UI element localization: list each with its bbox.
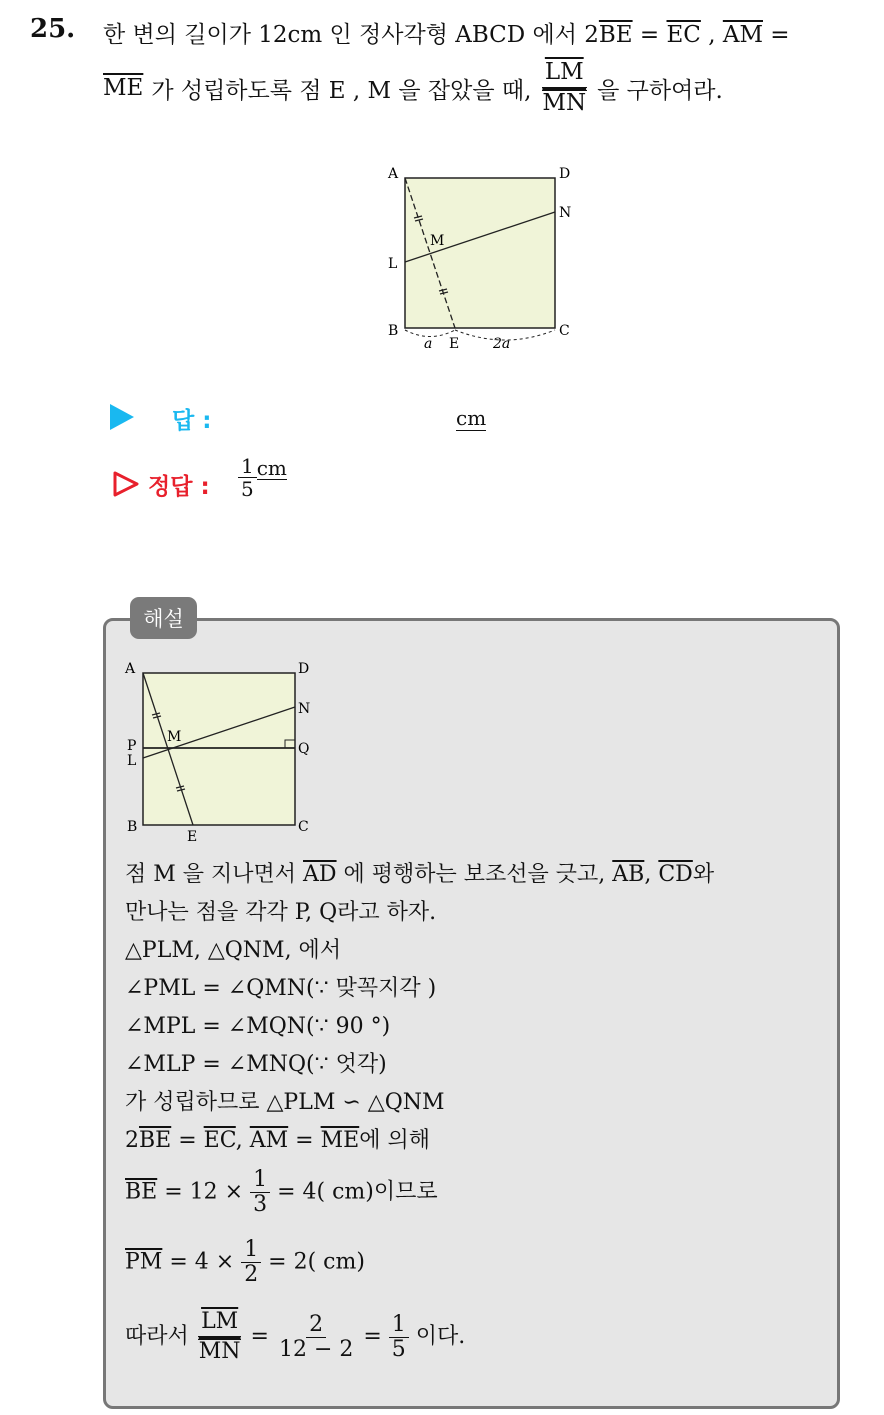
segment-ec-2: $\overline{EC}$ xyxy=(203,1128,236,1153)
correct-answer-label: 정답 : xyxy=(148,474,210,500)
segment-ab: $\overline{AB}$ xyxy=(612,862,645,887)
fraction-one-fifth xyxy=(389,1313,409,1362)
s11-den2: 12 − 2 xyxy=(278,1336,354,1362)
play-icon xyxy=(110,404,134,430)
answer-label: 답 : xyxy=(172,408,212,434)
s10-mid: = 4 × xyxy=(162,1249,242,1275)
s10-end: = 2( cm) xyxy=(261,1249,365,1275)
segment-pm: $\overline{PM}$ xyxy=(125,1249,163,1275)
label-q-2: Q xyxy=(298,741,310,757)
q1-text: 한 변의 길이가 12cm 인 정사각형 ABCD 에서 2 xyxy=(103,22,599,48)
solution-line-4: ∠PML = ∠QMN(∵ 맞꼭지각 ) xyxy=(125,976,437,1001)
q1-sep: , xyxy=(700,22,723,48)
solution-line-9 xyxy=(125,1168,438,1217)
s11-eq1: = xyxy=(243,1324,276,1350)
question-line-1 xyxy=(103,16,790,49)
label-p-2: P xyxy=(127,738,137,754)
s8-end: 에 의해 xyxy=(359,1128,430,1153)
s1-text2: 에 평행하는 보조선을 긋고, xyxy=(336,862,613,887)
label-d-2: D xyxy=(298,661,310,677)
label-a-2: A xyxy=(125,661,136,677)
correct-answer-value xyxy=(238,455,287,500)
solution-line-3: △PLM, △QNM, 에서 xyxy=(125,938,342,963)
s8-eq2: = xyxy=(288,1128,321,1153)
solution-line-1 xyxy=(125,862,714,888)
solution-tab: 해설 xyxy=(130,597,197,639)
s10-num: 1 xyxy=(241,1238,261,1263)
s11-den1: MN xyxy=(198,1339,241,1365)
square-abcd xyxy=(405,178,555,328)
correct-denominator: 5 xyxy=(241,477,254,501)
label-b-2: B xyxy=(127,819,138,835)
square-figure-1 xyxy=(380,158,580,358)
label-c-2: C xyxy=(298,819,309,835)
s11-num3: 1 xyxy=(389,1313,409,1338)
segment-me: $\overline{ME}$ xyxy=(103,75,144,102)
s11-end: 이다. xyxy=(408,1324,466,1350)
segment-me-2: $\overline{ME}$ xyxy=(320,1128,360,1153)
label-m-2: M xyxy=(167,729,182,745)
segment-be-2: $\overline{BE}$ xyxy=(139,1128,172,1153)
label-n: N xyxy=(559,205,572,221)
s11-num2: 2 xyxy=(306,1313,326,1338)
segment-be: $\overline{BE}$ xyxy=(598,22,633,48)
label-2a-length: 2a xyxy=(493,336,511,352)
label-l-2: L xyxy=(127,753,137,769)
s8-two: 2 xyxy=(125,1128,139,1153)
label-m: M xyxy=(430,233,445,249)
correct-numerator: 1 xyxy=(238,455,257,478)
s9-den: 3 xyxy=(253,1192,268,1218)
square-abcd-2 xyxy=(143,673,295,825)
correct-answer-row xyxy=(110,455,530,515)
q2-text: 가 성립하도록 점 E , M 을 잡았을 때, xyxy=(151,77,532,104)
solution-line-5: ∠MPL = ∠MQN(∵ 90 °) xyxy=(125,1014,391,1039)
segment-ec: $\overline{EC}$ xyxy=(666,22,701,48)
label-a: A xyxy=(388,166,399,182)
label-d: D xyxy=(559,166,571,182)
fraction-2-over-10 xyxy=(276,1313,356,1362)
s9-num: 1 xyxy=(250,1168,270,1193)
question-line-2 xyxy=(103,60,723,117)
solution-line-11 xyxy=(125,1310,465,1364)
s8-sep: , xyxy=(235,1128,250,1153)
s8-eq: = xyxy=(171,1128,204,1153)
label-a-length: a xyxy=(424,336,433,352)
fraction-numerator: $\overline{LM}$ xyxy=(542,60,587,91)
label-l: L xyxy=(388,256,398,272)
fraction-denominator: MN xyxy=(542,90,587,117)
square-figure-2 xyxy=(118,655,328,845)
s1-end: 와 xyxy=(692,862,715,887)
segment-am: $\overline{AM}$ xyxy=(722,22,763,48)
label-n-2: N xyxy=(298,701,311,717)
solution-line-6: ∠MLP = ∠MNQ(∵ 엇각) xyxy=(125,1052,387,1077)
outline-play-icon xyxy=(112,470,140,498)
question-number: 25. xyxy=(30,14,76,44)
s9-mid: = 12 × xyxy=(157,1179,251,1205)
s10-den: 2 xyxy=(244,1262,259,1288)
q1-eq2: = xyxy=(763,22,790,48)
s9-end: = 4( cm)이므로 xyxy=(270,1179,438,1205)
s11-text: 따라서 xyxy=(125,1324,196,1350)
solution-line-8 xyxy=(125,1128,430,1154)
answer-row xyxy=(110,400,530,436)
q1-eq: = xyxy=(632,22,667,48)
solution-line-7: 가 성립하므로 △PLM ∽ △QNM xyxy=(125,1090,445,1115)
fraction-one-half xyxy=(241,1238,261,1287)
answer-unit: cm xyxy=(456,406,487,430)
ratio-fraction xyxy=(539,60,589,117)
fraction-one-third xyxy=(250,1168,270,1217)
label-b: B xyxy=(388,323,399,339)
segment-ad: $\overline{AD}$ xyxy=(303,862,337,887)
segment-be-3: $\overline{BE}$ xyxy=(125,1179,158,1205)
correct-unit: cm xyxy=(256,456,287,480)
s1-sep: , xyxy=(644,862,659,887)
segment-am-2: $\overline{AM}$ xyxy=(249,1128,289,1153)
solution-line-10 xyxy=(125,1238,365,1287)
segment-cd: $\overline{CD}$ xyxy=(658,862,693,887)
q2-text-end: 을 구하여라. xyxy=(597,77,723,104)
fraction-lm-mn xyxy=(196,1310,244,1364)
correct-fraction xyxy=(238,455,257,500)
s11-den3: 5 xyxy=(391,1336,406,1362)
s11-eq2: = xyxy=(356,1324,389,1350)
s1-text: 점 M 을 지나면서 xyxy=(125,862,304,887)
s11-num1: $\overline{LM}$ xyxy=(198,1310,241,1340)
solution-line-2: 만나는 점을 각각 P, Q라고 하자. xyxy=(125,900,437,925)
label-e-2: E xyxy=(187,829,198,845)
label-c: C xyxy=(559,323,570,339)
label-e: E xyxy=(449,336,460,352)
